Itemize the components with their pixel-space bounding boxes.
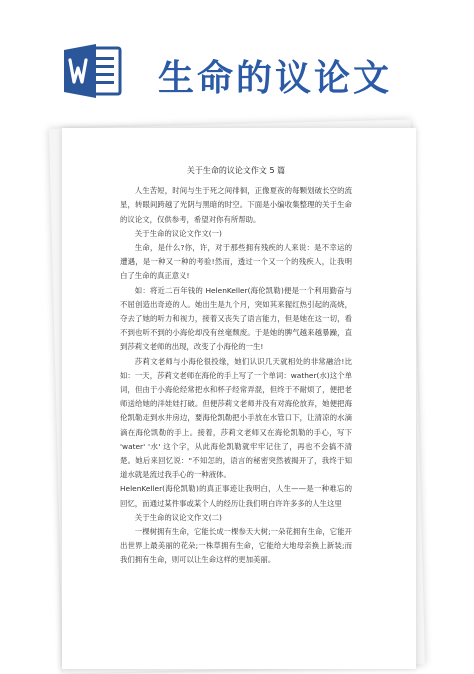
paragraph: 一棵树拥有生命，它能长成一棵参天大树;一朵花拥有生命，它能开出世界上最美丽的花朵;一株草拥有生命，它能给大地母亲换上新装;而我们拥有生命，则可以让生命这样的更加美丽。 [120,527,352,565]
paragraph: 生命，是什么?你，许，对于那些拥有残疾的人来说：是不幸运的遭遇，是一种又一种的考验!然而，透过一个又一个的残疾人，让我明白了生命的真正意义! [120,243,352,281]
paragraph: 如：将近二百年钱的 HelenKeller(海伦凯勒)便是一个利用勤奋与不屈创造出奇迹的人。她出生是九个月，突如其来猩红热引起的高烧，夺去了她的听力和视力，接着又丧失了语言能力，但是她在这一切，看不到也听不到的小海伦却没有丝毫颓废。于是她的脾气越来越暴躁，直到莎莉文老师的出现，改变了小海伦的一生! [120,285,352,352]
section-heading: 关于生命的议论文作文(二) [134,512,222,522]
paragraph: 莎莉文老师与小海伦很投缘，她们认识几天就相处的非常融洽!比如：一天，莎莉文老师在海伦的手上写了一个单词：wather(水)这个单词，但由于小海伦经常把水和杯子经常弄混，但终于不耐烦了，便把老师送给她的洋娃娃打破。但便莎莉文老师并没有对海伦放弃，她便把海伦凯勒走到水井房边，要海伦凯勒把小手放在水管口下，让清凉的水滴滴在海伦凯勒的手上。接着，莎莉文老师又在海伦凯勒的手心，写下 'water' '水' 这个字，从此海伦凯勒就牢牢记住了，再也不会搞不清楚。她后来回忆说："不知怎的，语言的秘密突然被揭开了，我终于知道水就是流过我手心的一种液体。 [120,356,352,480]
banner [0,0,474,118]
banner-title: 生命的议论文 [158,58,393,99]
section-heading: 关于生命的议论文作文(一) [134,228,222,238]
document-title: 关于生命的议论文作文 5 篇 [186,166,286,175]
paragraph: HelenKeller(海伦凯勒)的真正事迹让我明白，人生——是一种难忘的回忆，而通过某件事或某个人的经历让我们明白许许多多的人生这里 [120,484,352,508]
paragraph: 人生苦短，时间与生于死之间徘徊，正像夏夜的每颗划破长空的流星，转眼间跨越了光阴与黑暗的时空。下面是小编收集整理的关于生命的议论文，仅供参考，希望对你有所帮助。 [120,186,352,224]
word-icon [62,40,124,102]
document-body [120,164,352,568]
document-page [62,128,416,669]
